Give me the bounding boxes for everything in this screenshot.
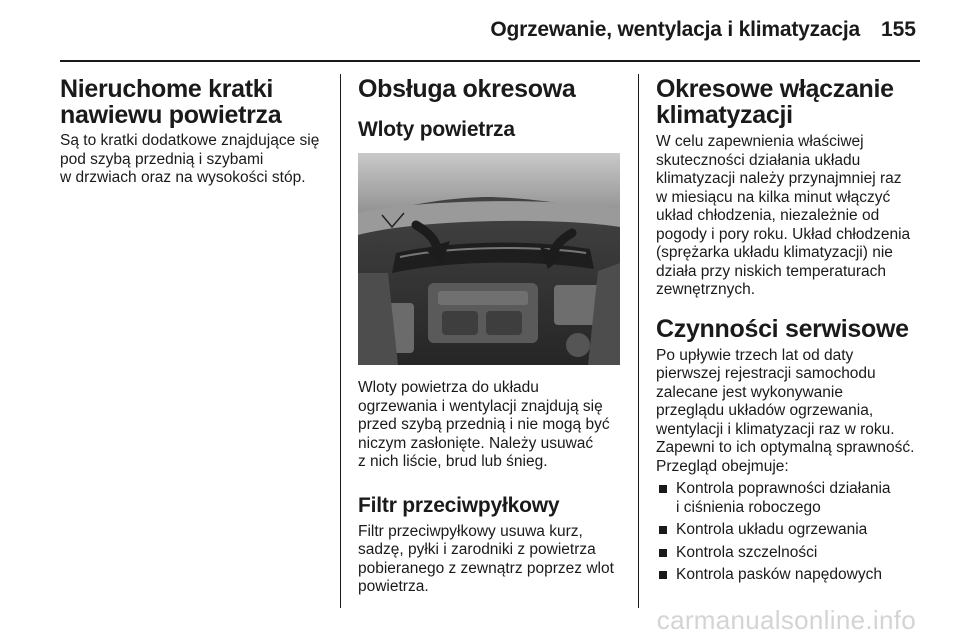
fixed-vents-body: Są to kratki dodatkowe znajdujące się pod szybą przednią i szybami w drzwiach oraz na wysokości stóp. xyxy=(60,132,320,186)
air-intakes-caption: Wloty powietrza do układu ogrzewania i wentylacji znajdują się przed szybą przednią i nie mogą być niczym zasłonięte. Należy usuwać z nich liście, brud lub śnieg. xyxy=(358,379,610,470)
list-item: Kontrola poprawności działania i ciśnienia roboczego xyxy=(656,480,928,517)
section-heading-maintenance: Obsługa okresowa xyxy=(358,75,576,103)
subheading-air-intakes: Wloty powietrza xyxy=(358,118,515,141)
service-body: Po upływie trzech lat od daty pierwszej rejestracji samochodu zalecane jest wykonywanie przeglądu układów ogrzewania, wentylacji i klimatyzacji raz w roku. Zapewni to ich optymalną sprawność. Przegląd obejmuje: xyxy=(656,346,915,475)
column-2 xyxy=(358,76,628,597)
section-heading-service: Czynności serwisowe xyxy=(656,314,909,343)
periodic-ac-body: W celu zapewnienia właściwej skuteczności działania układu klimatyzacji należy przynajmniej raz w miesiącu na kilka minut włączyć układ chłodzenia, niezależnie od pogody i pory roku. Układ chłodzenia (sprężarka układu klimatyzacji) nie działa przy niskich temperaturach zewnętrznych. xyxy=(656,133,911,298)
square-bullet-icon xyxy=(659,485,667,493)
page-number: 155 xyxy=(880,18,916,41)
header-rule xyxy=(60,60,920,62)
column-1 xyxy=(60,76,332,188)
column-divider-2 xyxy=(638,74,639,608)
section-heading-fixed-vents: Nieruchome kratki nawiewu powietrza xyxy=(60,75,282,129)
section-heading-periodic-ac: Okresowe włączanie klimatyzacji xyxy=(656,75,894,129)
column-3 xyxy=(656,76,928,585)
column-divider-1 xyxy=(340,74,341,608)
square-bullet-icon xyxy=(659,526,667,534)
header-title: Ogrzewanie, wentylacja i klimatyzacja xyxy=(490,18,860,41)
service-checklist xyxy=(656,480,928,585)
pollen-filter-body: Filtr przeciwpyłkowy usuwa kurz, sadzę, pyłki i zarodniki z powietrza pobieranego z zewnątrz poprzez wlot powietrza. xyxy=(358,522,614,595)
subheading-pollen-filter: Filtr przeciwpyłkowy xyxy=(358,493,560,517)
square-bullet-icon xyxy=(659,549,667,557)
list-item: Kontrola układu ogrzewania xyxy=(656,521,928,540)
list-item: Kontrola pasków napędowych xyxy=(656,566,928,585)
list-item: Kontrola szczelności xyxy=(656,544,928,563)
watermark: carmanualsonline.info xyxy=(656,605,916,635)
engine-bay-photo xyxy=(358,153,620,365)
square-bullet-icon xyxy=(659,571,667,579)
